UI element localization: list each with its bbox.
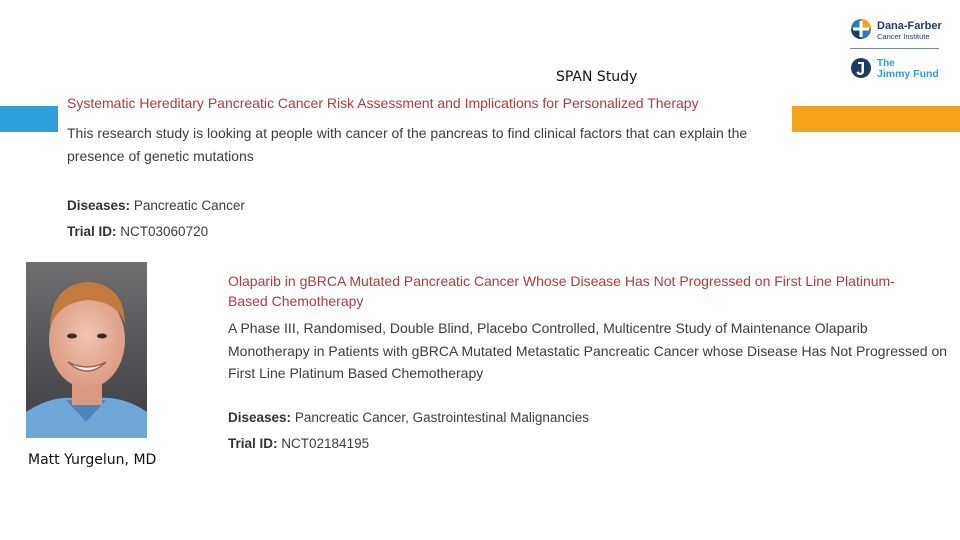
trial-2-description: A Phase III, Randomised, Double Blind, Placebo Controlled, Multicentre Study of Maintenance Olaparib Monotherapy in Patients with gBRCA Mutated Metastatic Pancreatic Cancer whose Disease Has Not Progressed on First Line Platinum Based Chemotherapy: [228, 320, 948, 381]
right-accent-bar: [792, 106, 960, 132]
trial-1-diseases-label: Diseases:: [67, 198, 131, 213]
logo-divider: [850, 48, 939, 49]
trial-2-id-label: Trial ID:: [228, 436, 278, 451]
trial-1-id: [67, 223, 208, 241]
dana-farber-logo-line1: Dana-Farber: [877, 20, 942, 32]
trial-1-diseases-value: Pancreatic Cancer: [133, 198, 245, 213]
portrait-photo: [26, 262, 147, 438]
jimmy-fund-logo: [850, 56, 942, 82]
trial-1-id-label: Trial ID:: [67, 224, 117, 239]
dana-farber-logo: [850, 18, 942, 50]
trial-2-diseases: [228, 409, 589, 427]
person-name-caption: Matt Yurgelun, MD: [28, 452, 157, 468]
trial-1-title: Systematic Hereditary Pancreatic Cancer Risk Assessment and Implications for Personalized Therapy: [67, 95, 699, 111]
jimmy-fund-logo-line2: Jimmy Fund: [877, 68, 939, 80]
jimmy-fund-logo-line1: The: [877, 58, 895, 69]
slide-title: SPAN Study: [556, 69, 638, 85]
trial-2-title: Olaparib in gBRCA Mutated Pancreatic Cancer Whose Disease Has Not Progressed on First Line Platinum-Based Chemotherapy: [228, 273, 895, 309]
trial-2-diseases-label: Diseases:: [228, 410, 292, 425]
dana-farber-logo-line2: Cancer Institute: [877, 32, 930, 41]
trial-1-id-value: NCT03060720: [120, 224, 209, 239]
trial-2-id-value: NCT02184195: [281, 436, 370, 451]
left-accent-bar: [0, 106, 58, 132]
trial-1-description: This research study is looking at people with cancer of the pancreas to find clinical factors that can explain the presence of genetic mutations: [67, 125, 748, 164]
trial-2-id: [228, 435, 369, 453]
jimmy-fund-emblem-icon: [851, 58, 871, 78]
trial-1-diseases: [67, 197, 245, 215]
trial-2-diseases-value: Pancreatic Cancer, Gastrointestinal Malignancies: [294, 410, 589, 425]
